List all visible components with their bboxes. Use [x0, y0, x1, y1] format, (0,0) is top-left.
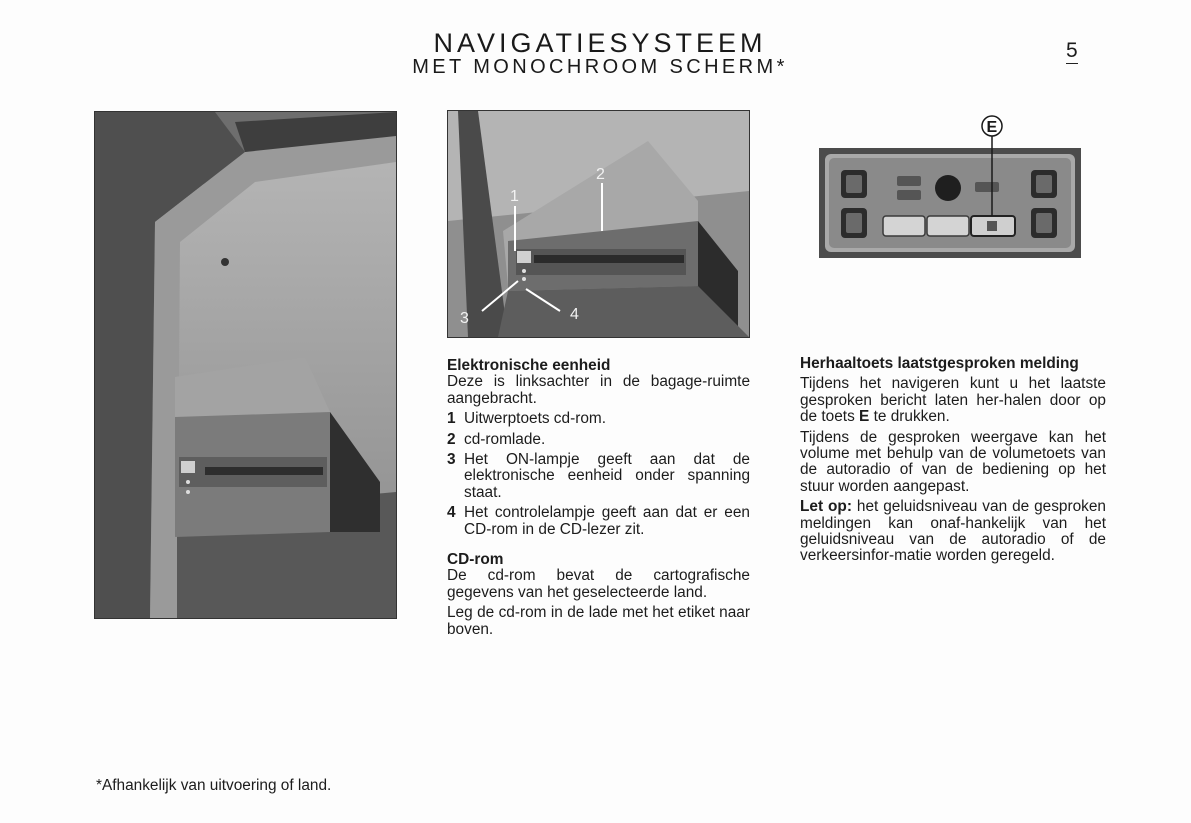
note-label: Let op: — [800, 498, 852, 516]
unit-closeup-illustration — [448, 111, 749, 337]
trunk-photo — [94, 111, 397, 619]
unit-closeup-photo — [447, 110, 750, 338]
list-item — [447, 432, 750, 448]
callout-2: 2 — [596, 166, 605, 183]
right-text-column — [800, 356, 1106, 565]
list-item-number: 4 — [447, 504, 456, 522]
list-item — [447, 452, 750, 501]
section-heading-electronic-unit: Elektronische eenheid — [447, 357, 611, 374]
note-paragraph — [800, 499, 1106, 565]
callout-e: E — [986, 119, 998, 136]
button-panel-figure — [815, 112, 1083, 260]
note-text: het geluidsniveau van de gesproken meldingen kan onaf-hankelijk van het geluidsniveau van de autoradio of de verkeersinfor-matie worden geregeld. — [800, 498, 1106, 565]
volume-paragraph: Tijdens de gesproken weergave kan het volume met behulp van de volumetoets van de autoradio of van de bediening op het stuur worden aangepast. — [800, 428, 1106, 495]
button-panel-illustration — [815, 112, 1083, 260]
page-number: 5 — [1066, 39, 1078, 62]
footnote: *Afhankelijk van uitvoering of land. — [96, 777, 332, 794]
list-item-number: 1 — [447, 410, 456, 428]
cd-rom-paragraph-2: Leg de cd-rom in de lade met het etiket naar boven. — [447, 604, 750, 638]
middle-text-column — [447, 358, 750, 638]
section-heading-repeat-key: Herhaaltoets laatstgesproken melding — [800, 355, 1079, 372]
list-item-number: 2 — [447, 430, 456, 448]
callout-4: 4 — [570, 306, 579, 323]
list-item — [447, 505, 750, 538]
cd-rom-paragraph-1: De cd-rom bevat de cartografische gegevens van het geselecteerde land. — [447, 567, 750, 601]
list-item-text: Uitwerptoets cd-rom. — [464, 410, 606, 428]
intro-paragraph: Deze is linksachter in de bagage-ruimte aangebracht. — [447, 373, 750, 407]
page-subtitle: MET MONOCHROOM SCHERM* — [412, 56, 788, 78]
list-item-text: cd-romlade. — [464, 430, 546, 448]
repeat-key-text-before: Tijdens het navigeren kunt u het laatste gesproken bericht laten her-halen door op de toets — [800, 375, 1106, 426]
list-item — [447, 411, 750, 427]
section-heading-cd-rom: CD-rom — [447, 551, 504, 569]
callout-3: 3 — [460, 310, 469, 327]
list-item-text: Het controlelampje geeft aan dat er een CD-rom in de CD-lezer zit. — [464, 504, 750, 538]
page-title: NAVIGATIESYSTEEM — [433, 28, 767, 58]
key-e-reference: E — [859, 408, 870, 426]
trunk-photo-illustration — [95, 112, 396, 618]
repeat-key-paragraph — [800, 376, 1106, 425]
repeat-key-text-after: te drukken. — [869, 408, 950, 426]
callout-1: 1 — [510, 188, 519, 205]
list-item-number: 3 — [447, 451, 456, 469]
list-item-text: Het ON-lampje geeft aan dat de elektronische eenheid onder spanning staat. — [464, 451, 750, 501]
